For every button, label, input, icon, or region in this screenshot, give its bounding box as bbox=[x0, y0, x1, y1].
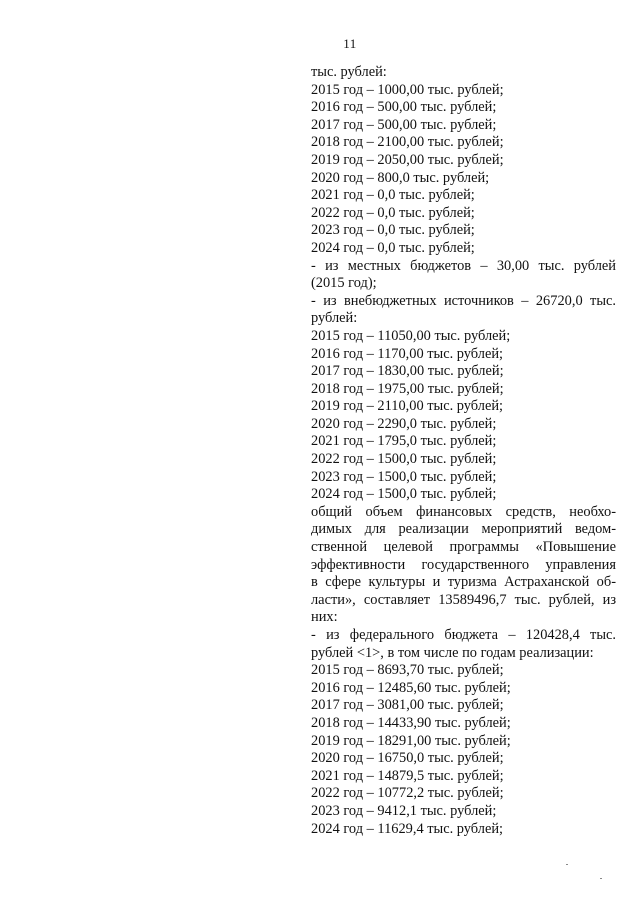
list-item: 2023 год – 0,0 тыс. рублей; bbox=[311, 222, 475, 239]
list-item: 2019 год – 2110,00 тыс. рублей; bbox=[311, 398, 504, 415]
list-item: 2021 год – 14879,5 тыс. рублей; bbox=[311, 767, 504, 784]
paragraph-line: (2015 год); bbox=[311, 275, 377, 292]
list-item: 2019 год – 2050,00 тыс. рублей; bbox=[311, 151, 504, 168]
list-item: 2020 год – 2290,0 тыс. рублей; bbox=[311, 415, 497, 432]
paragraph-line: ственной целевой программы «Повышение bbox=[311, 539, 616, 556]
scan-speck bbox=[600, 878, 602, 879]
paragraph-line: - из внебюджетных источников – 26720,0 тыс. bbox=[311, 292, 616, 309]
list-item: 2017 год – 1830,00 тыс. рублей; bbox=[311, 363, 504, 380]
paragraph-line: димых для реализации мероприятий ведом- bbox=[311, 521, 616, 538]
list-item: 2017 год – 3081,00 тыс. рублей; bbox=[311, 697, 504, 714]
paragraph-line: - из федерального бюджета – 120428,4 тыс. bbox=[311, 627, 616, 643]
list-item: 2016 год – 1170,00 тыс. рублей; bbox=[311, 345, 504, 362]
local-budget-paragraph bbox=[311, 258, 616, 293]
paragraph-line: рублей: bbox=[311, 310, 358, 327]
list-item: 2015 год – 1000,00 тыс. рублей; bbox=[311, 81, 504, 98]
federal-budget-years-list bbox=[311, 662, 616, 838]
federal-budget-paragraph bbox=[311, 627, 616, 662]
document-body bbox=[311, 64, 616, 838]
list-item: 2021 год – 0,0 тыс. рублей; bbox=[311, 187, 475, 204]
extrabudget-paragraph bbox=[311, 293, 616, 328]
list-item: тыс. рублей: bbox=[311, 64, 387, 80]
list-item: 2022 год – 1500,0 тыс. рублей; bbox=[311, 451, 497, 468]
list-item: 2023 год – 1500,0 тыс. рублей; bbox=[311, 468, 497, 485]
list-item: 2021 год – 1795,0 тыс. рублей; bbox=[311, 433, 497, 450]
list-item: 2020 год – 16750,0 тыс. рублей; bbox=[311, 750, 504, 767]
list-item: 2024 год – 11629,4 тыс. рублей; bbox=[311, 820, 504, 837]
list-item: 2019 год – 18291,00 тыс. рублей; bbox=[311, 732, 511, 749]
list-item: 2022 год – 10772,2 тыс. рублей; bbox=[311, 785, 504, 802]
scan-speck bbox=[566, 864, 568, 865]
list-item: 2017 год – 500,00 тыс. рублей; bbox=[311, 116, 497, 133]
list-item: 2022 год – 0,0 тыс. рублей; bbox=[311, 204, 475, 221]
paragraph-line: в сфере культуры и туризма Астраханской об- bbox=[311, 574, 616, 591]
list-item: 2024 год – 0,0 тыс. рублей; bbox=[311, 239, 475, 256]
list-item: 2018 год – 1975,00 тыс. рублей; bbox=[311, 380, 504, 397]
paragraph-line: них: bbox=[311, 609, 338, 626]
list-item: 2016 год – 12485,60 тыс. рублей; bbox=[311, 679, 511, 696]
paragraph-line: ласти», составляет 13589496,7 тыс. рублей, из bbox=[311, 591, 616, 608]
list-item: 2018 год – 2100,00 тыс. рублей; bbox=[311, 134, 504, 151]
list-item: 2015 год – 11050,00 тыс. рублей; bbox=[311, 327, 511, 344]
list-item: 2024 год – 1500,0 тыс. рублей; bbox=[311, 486, 497, 503]
paragraph-line: - из местных бюджетов – 30,00 тыс. рублей bbox=[311, 257, 616, 274]
extrabudget-years-list bbox=[311, 328, 616, 504]
paragraph-line: эффективности государственного управления bbox=[311, 556, 616, 573]
page-number: 11 bbox=[343, 36, 357, 51]
list-item: 2023 год – 9412,1 тыс. рублей; bbox=[311, 802, 497, 819]
regional-budget-years-list bbox=[311, 64, 616, 258]
list-item: 2020 год – 800,0 тыс. рублей; bbox=[311, 169, 490, 186]
list-item: 2018 год – 14433,90 тыс. рублей; bbox=[311, 714, 511, 731]
paragraph-line: общий объем финансовых средств, необхо- bbox=[311, 503, 616, 520]
list-item: 2015 год – 8693,70 тыс. рублей; bbox=[311, 662, 504, 679]
list-item: 2016 год – 500,00 тыс. рублей; bbox=[311, 99, 497, 116]
total-volume-paragraph bbox=[311, 504, 616, 627]
paragraph-line: рублей <1>, в том числе по годам реализации: bbox=[311, 644, 594, 661]
